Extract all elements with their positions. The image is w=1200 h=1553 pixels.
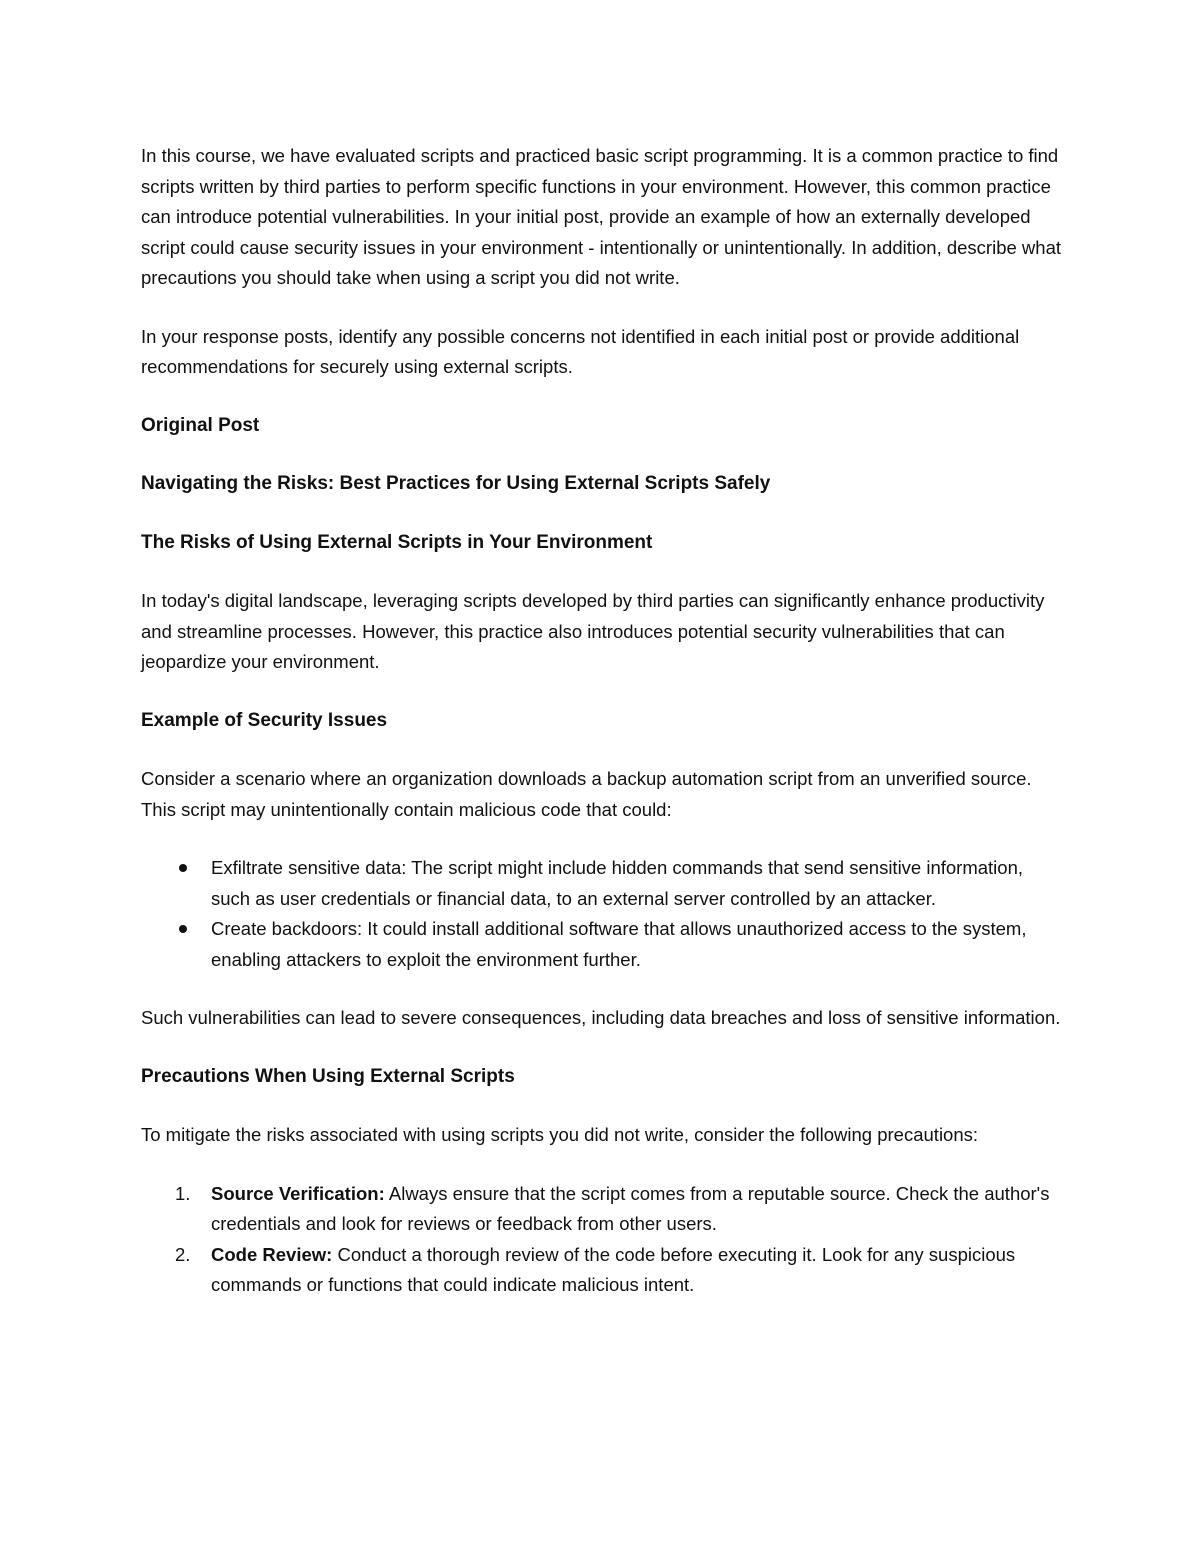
list-number: 2. [175,1243,191,1265]
bullet-icon [179,925,187,933]
list-number: 1. [175,1182,191,1204]
risks-paragraph: In today's digital landscape, leveraging scripts developed by third parties can significantly enhance productivity and streamline processes. However, this practice also introduces potential security vulnerabilities that can jeopardize your environment. [141,590,1045,672]
precautions-heading: Precautions When Using External Scripts [141,1065,515,1087]
security-issues-list [141,853,1061,975]
scenario-paragraph: Consider a scenario where an organization downloads a backup automation script from an unverified source. This script may unintentionally contain malicious code that could: [141,768,1032,820]
list-item [141,853,1061,914]
list-item [141,1240,1061,1301]
precautions-intro: To mitigate the risks associated with using scripts you did not write, consider the following precautions: [141,1124,979,1145]
document-page [141,141,1061,1329]
list-item-text: Exfiltrate sensitive data: The script might include hidden commands that send sensitive information, such as user credentials or financial data, to an external server controlled by an attacker. [211,857,1024,909]
precaution-text: Always ensure that the script comes from a reputable source. Check the author's credentials and look for reviews or feedback from other users. [211,1182,1050,1234]
security-issues-heading: Example of Security Issues [141,709,388,731]
original-post-heading: Original Post [141,414,260,436]
intro-paragraph: In this course, we have evaluated scripts and practiced basic script programming. It is a common practice to find scripts written by third parties to perform specific functions in your environment. However, this common practice can introduce potential vulnerabilities. In your initial post, provide an example of how an externally developed script could cause security issues in your environment - intentionally or unintentionally. In addition, describe what precautions you should take when using a script you did not write. [141,145,1061,288]
precaution-text: Conduct a thorough review of the code before executing it. Look for any suspicious commands or functions that could indicate malicious intent. [211,1243,1016,1295]
list-item [141,914,1061,975]
risks-heading: The Risks of Using External Scripts in Your Environment [141,531,653,553]
precautions-list [141,1179,1061,1301]
list-item [141,1179,1061,1240]
post-title: Navigating the Risks: Best Practices for Using External Scripts Safely [141,473,771,494]
response-instructions-paragraph: In your response posts, identify any possible concerns not identified in each initial post or provide additional recommendations for securely using external scripts. [141,325,1020,377]
precaution-term: Code Review: [211,1243,333,1265]
consequences-paragraph: Such vulnerabilities can lead to severe consequences, including data breaches and loss of sensitive information. [141,1007,1061,1028]
bullet-icon [179,864,187,872]
list-item-text: Create backdoors: It could install additional software that allows unauthorized access to the system, enabling attackers to exploit the environment further. [211,918,1027,970]
precaution-term: Source Verification: [211,1182,385,1204]
